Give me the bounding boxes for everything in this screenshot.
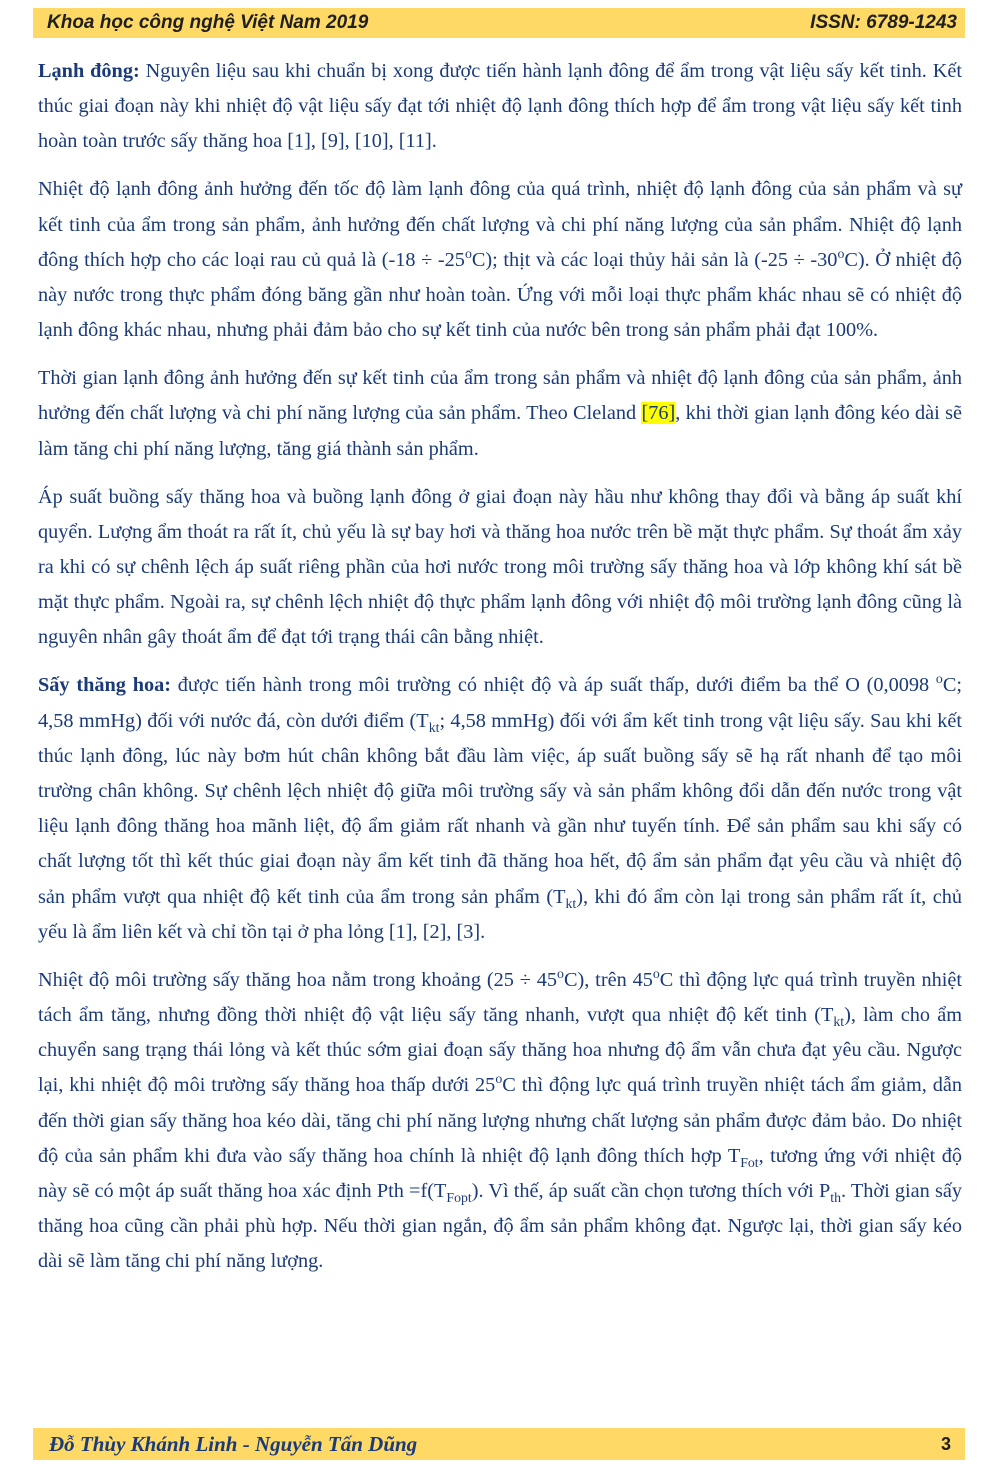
degree-sup: o xyxy=(464,246,472,262)
degree-sup: o xyxy=(495,1071,503,1087)
paragraph-sublimation-temperature xyxy=(38,963,962,1280)
paragraph-sublimation xyxy=(38,668,962,950)
lead-term: Lạnh đông: xyxy=(38,60,140,82)
degree-sup: o xyxy=(557,966,564,982)
subscript: kt xyxy=(428,719,440,735)
text-run: Nhiệt độ lạnh đông ảnh hưởng đến tốc độ làm lạnh đông của quá trình, nhiệt độ lạnh đông của sản phẩm và sự kết tinh của ẩm trong sản phẩm, ảnh hưởng đến chất lượng và chi phí năng lượng của sản phẩm. Nhiệt độ lạnh đông thích hợp cho các loại rau củ quả là (-18 ÷ -25 xyxy=(38,178,962,271)
subscript: Fot xyxy=(740,1154,759,1170)
text-run: , khi thời gian lạnh đông kéo dài sẽ làm tăng chi phí năng lượng, tăng giá thành sản phẩm. xyxy=(38,402,962,460)
text-run: C); thịt và các loại thủy hải sản là (-25 ÷ -30 xyxy=(471,248,838,271)
text-run: ), làm cho ẩm chuyển sang trạng thái lỏng và kết thúc sớm giai đoạn sấy thăng hoa nhưng độ ẩm vẫn chưa đạt yêu cầu. Ngược lại, khi nhiệt độ môi trường sấy thăng hoa thấp dưới 25 xyxy=(38,1004,962,1097)
text-run: ), khi đó ẩm còn lại trong sản phẩm rất ít, chủ yếu là ẩm liên kết và chỉ tồn tại ở pha lỏng [1], [2], [3]. xyxy=(38,885,962,943)
text-run: C; 4,58 mmHg) đối với nước đá, còn dưới điểm (T xyxy=(38,674,962,732)
text-run: ). Vì thế, áp suất cần chọn tương thích với P xyxy=(471,1180,831,1203)
degree-sup: o xyxy=(935,671,943,687)
text-run: Nhiệt độ môi trường sấy thăng hoa nằm trong khoảng (25 ÷ 45 xyxy=(38,968,558,991)
text-run: . Thời gian sấy thăng hoa cũng cần phải phù hợp. Nếu thời gian ngắn, độ ẩm sản phẩm không đạt. Ngược lại, thời gian sấy kéo dài sẽ làm tăng chi phí năng lượng. xyxy=(38,1180,963,1273)
text-run: Thời gian lạnh đông ảnh hưởng đến sự kết tinh của ẩm trong sản phẩm và nhiệt độ lạnh đông của sản phẩm, ảnh hưởng đến chất lượng và chi phí năng lượng của sản phẩm. Theo Cleland xyxy=(38,367,962,425)
paragraph-text: Nguyên liệu sau khi chuẩn bị xong được tiến hành lạnh đông để ẩm trong vật liệu sấy kết tinh. Kết thúc giai đoạn này khi nhiệt độ vật liệu sấy đạt tới nhiệt độ lạnh đông thích hợp để ẩm trong vật liệu sấy kết tinh hoàn toàn trước sấy thăng hoa [1], [9], [10], [11]. xyxy=(38,60,962,153)
text-run: C), trên 45 xyxy=(563,968,653,991)
subscript: Fopt xyxy=(446,1190,472,1206)
subscript: th xyxy=(830,1190,841,1206)
page-header xyxy=(33,8,965,38)
page-footer xyxy=(33,1428,965,1460)
paragraph-pressure xyxy=(38,480,962,656)
highlighted-citation: [76] xyxy=(641,402,676,425)
journal-title: Khoa học công nghệ Việt Nam 2019 xyxy=(47,12,369,33)
degree-sup: o xyxy=(652,966,660,982)
degree-sup: o xyxy=(837,246,845,262)
paragraph-freezing xyxy=(38,54,962,160)
text-run: C thì động lực quá trình truyền nhiệt tách ẩm tăng, nhưng đồng thời nhiệt độ vật liệu sấy tăng nhanh, vượt qua nhiệt độ kết tinh (T xyxy=(38,968,962,1027)
text-run: được tiến hành trong môi trường có nhiệt độ và áp suất thấp, dưới điểm ba thể O (0,0098 xyxy=(171,674,936,697)
page-number: 3 xyxy=(940,1433,951,1454)
lead-term: Sấy thăng hoa: xyxy=(38,674,172,697)
paragraph-freezing-temperature xyxy=(38,172,962,348)
paragraph-freezing-time xyxy=(38,361,962,467)
author-names: Đỗ Thùy Khánh Linh - Nguyễn Tấn Dũng xyxy=(49,1431,418,1456)
issn-label: ISSN: 6789-1243 xyxy=(810,12,957,33)
subscript: kt xyxy=(565,895,577,911)
text-run: C). Ở nhiệt độ này nước trong thực phẩm đóng băng gần như hoàn toàn. Ứng với mỗi loại thực phẩm khác nhau sẽ có nhiệt độ lạnh đông khác nhau, nhưng phải đảm bảo cho sự kết tinh của nước bên trong sản phẩm phải đạt 100%. xyxy=(38,248,962,342)
text-run: ; 4,58 mmHg) đối với ẩm kết tinh trong vật liệu sấy. Sau khi kết thúc lạnh đông, lúc này bơm hút chân không bắt đầu làm việc, áp suất buồng sấy sẽ hạ rất nhanh để tạo môi trường chân không. Sự chênh lệch nhiệt độ giữa môi trường sấy và sản phẩm không đổi dẫn đến nước trong vật liệu lạnh đông thăng hoa mãnh liệt, độ ẩm giảm rất nhanh và gần như tuyến tính. Để sản phẩm sau khi sấy có chất lượng tốt thì kết thúc giai đoạn này ẩm kết tinh đã thăng hoa hết, độ ẩm sản phẩm đạt yêu cầu và nhiệt độ sản phẩm vượt qua nhiệt độ kết tinh của ẩm trong sản phẩm (T xyxy=(38,709,962,908)
article-body xyxy=(38,54,962,1292)
text-run: C thì động lực quá trình truyền nhiệt tách ẩm giảm, dẫn đến thời gian sấy thăng hoa kéo dài, tăng chi phí năng lượng nhưng chất lượng sản phẩm được đảm bảo. Do nhiệt độ của sản phẩm khi đưa vào sấy thăng hoa chính là nhiệt độ lạnh đông thích hợp T xyxy=(38,1074,962,1167)
text-run: , tương ứng với nhiệt độ này sẽ có một áp suất thăng hoa xác định Pth =f(T xyxy=(38,1144,962,1203)
subscript: kt xyxy=(833,1014,845,1030)
paragraph-text: Áp suất buồng sấy thăng hoa và buồng lạnh đông ở giai đoạn này hầu như không thay đổi và bằng áp suất khí quyển. Lượng ẩm thoát ra rất ít, chủ yếu là sự bay hơi và thăng hoa nước trên bề mặt thực phẩm. Sự thoát ẩm xảy ra khi có sự chênh lệch áp suất riêng phần của hơi nước trong môi trường sấy thăng hoa và lớp không khí sát bề mặt thực phẩm. Ngoài ra, sự chênh lệch nhiệt độ thực phẩm lạnh đông với nhiệt độ môi trường lạnh đông cũng là nguyên nhân gây thoát ẩm để đạt tới trạng thái cân bằng nhiệt. xyxy=(38,485,962,649)
